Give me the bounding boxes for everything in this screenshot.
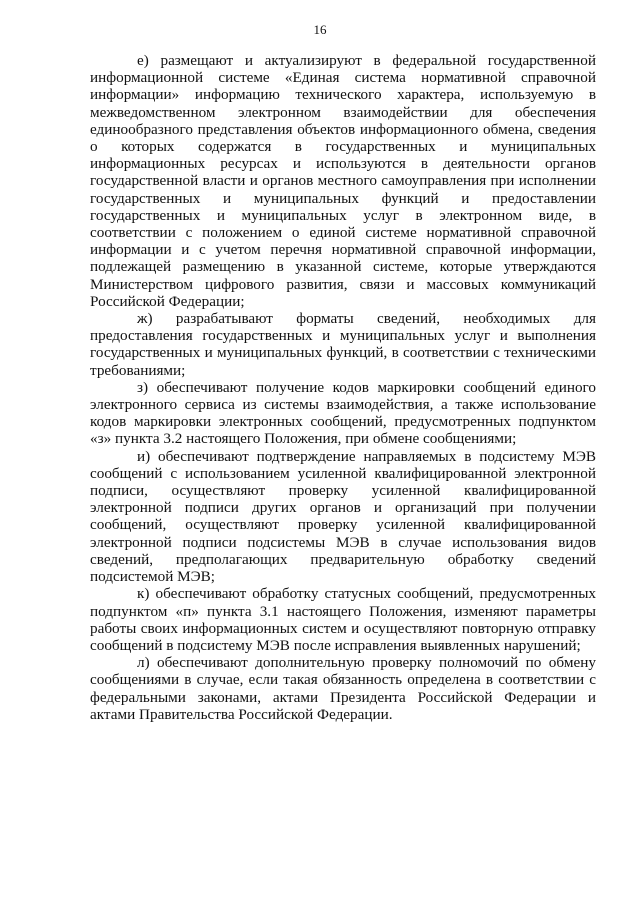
paragraph-z: з) обеспечивают получение кодов маркировки сообщений единого электронного сервиса из системы взаимодействия, а также использование кодов маркировки электронных сообщений, предусмотренных подпунктом «з» пункта 3.2 настоящего Положения, при обмене сообщениями; [90,378,596,448]
page-number: 16 [313,22,327,37]
document-body [90,52,596,723]
paragraph-k: к) обеспечивают обработку статусных сообщений, предусмотренных подпунктом «п» пункта 3.1 настоящего Положения, изменяют параметры работы своих информационных систем и осуществляют повторную отправку сообщений в подсистему МЭВ после исправления выявленных нарушений; [90,585,596,654]
paragraph-e: е) размещают и актуализируют в федеральной государственной информационной системе «Единая система нормативной справочной информации» информацию технического характера, используемую в межведомственном электронном взаимодействии для обеспечения единообразного представления объектов информационного обмена, сведения о которых содержатся в государственных и муниципальных информационных ресурсах и используются в деятельности органов государственной власти и органов местного самоуправления при исполнении государственных и муниципальных функций и предоставлении государственных и муниципальных услуг в электронном виде, в соответствии с положением о единой системе нормативной справочной информации и с учетом перечня нормативной справочной информации, подлежащей размещению в указанной системе, которые утверждаются Министерством цифрового развития, связи и массовых коммуникаций Российской Федерации; [90,52,596,310]
paragraph-zh: ж) разрабатывают форматы сведений, необходимых для предоставления государственных и муниципальных услуг и выполнения государственных и муниципальных функций, в соответствии с техническими требованиями; [90,310,596,379]
paragraph-l: л) обеспечивают дополнительную проверку полномочий по обмену сообщениями в случае, если такая обязанность определена в соответствии с федеральными законами, актами Президента Российской Федерации и актами Правительства Российской Федерации. [90,654,596,723]
paragraph-i: и) обеспечивают подтверждение направляемых в подсистему МЭВ сообщений с использованием усиленной квалифицированной электронной подписи, осуществляют проверку усиленной квалифицированной электронной подписи других органов и организаций при получении сообщений, осуществляют проверку усиленной квалифицированной электронной подписи подсистемы МЭВ в случае использования видов сведений, предполагающих предварительную обработку сведений подсистемой МЭВ; [90,447,596,586]
